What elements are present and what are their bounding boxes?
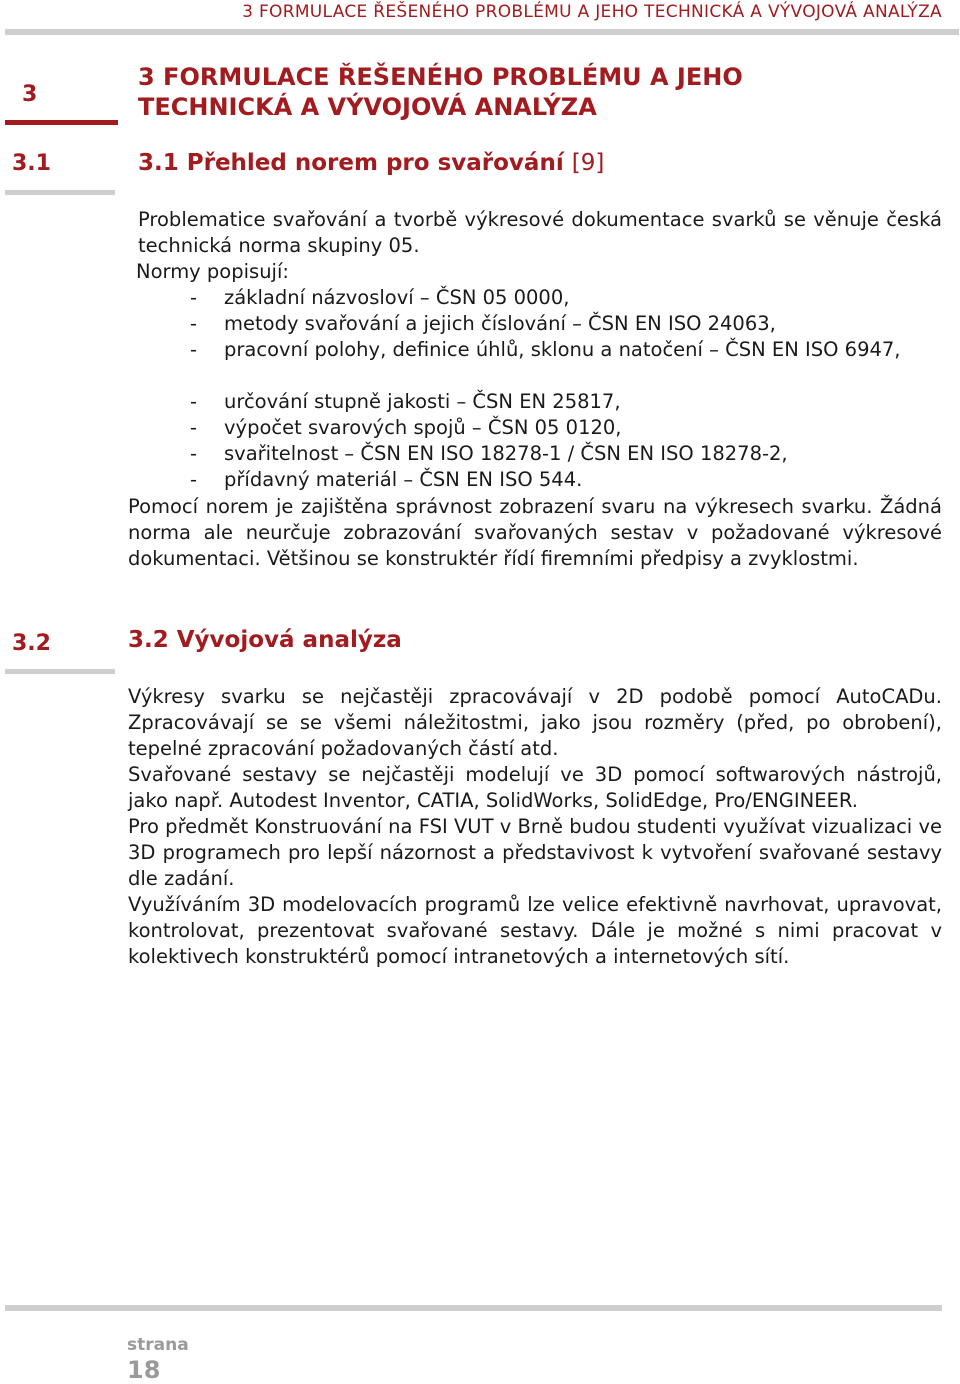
margin-section-bar-3-2 bbox=[5, 669, 115, 674]
list-dash: - bbox=[190, 338, 198, 361]
page-label: strana bbox=[127, 1335, 189, 1355]
section-3-1-intro: Problematice svařování a tvorbě výkresové dokumentace svarků se věnuje česká technická norma skupiny 05. bbox=[138, 208, 942, 257]
list-dash: - bbox=[190, 442, 198, 465]
list-item-text: svařitelnost – ČSN EN ISO 18278-1 / ČSN EN ISO 18278-2, bbox=[224, 442, 788, 465]
list-item-text: přídavný materiál – ČSN EN ISO 544. bbox=[224, 468, 583, 491]
section-title-3-2: 3.2 Vývojová analýza bbox=[128, 627, 402, 653]
section-title-3-1 bbox=[138, 150, 604, 176]
running-header: 3 FORMULACE ŘEŠENÉHO PROBLÉMU A JEHO TECHNICKÁ A VÝVOJOVÁ ANALÝZA bbox=[242, 2, 942, 22]
list-dash: - bbox=[190, 468, 198, 491]
list-item-text: výpočet svarových spojů – ČSN 05 0120, bbox=[224, 416, 622, 439]
chapter-title bbox=[138, 62, 938, 122]
paragraph: Výkresy svarku se nejčastěji zpracovávají v 2D podobě pomocí AutoCADu. Zpracovávají se se všemi náležitostmi, jako jsou rozměry (před, po obrobení), tepelné zpracování požadovaných částí atd. bbox=[128, 685, 942, 760]
margin-chapter-bar bbox=[5, 120, 118, 125]
paragraph: Pro předmět Konstruování na FSI VUT v Brně budou studenti využívat vizualizaci ve 3D programech pro lepší názornost a představivost k vytvoření svařované sestavy dle zadání. bbox=[128, 815, 942, 890]
section-3-1-closing: Pomocí norem je zajištěna správnost zobrazení svaru na výkresech svarku. Žádná norma ale neurčuje zobrazování svařovaných sestav v požadované výkresové dokumentaci. Většinou se konstruktér řídí firemními předpisy a zvyklostmi. bbox=[128, 495, 942, 570]
list-dash: - bbox=[190, 286, 198, 309]
header-rule bbox=[5, 29, 959, 35]
paragraph: Svařované sestavy se nejčastěji modelují ve 3D pomocí softwarových nástrojů, jako např. Autodest Inventor, CATIA, SolidWorks, SolidEdge, Pro/ENGINEER. bbox=[128, 763, 942, 812]
paragraph: Využíváním 3D modelovacích programů lze velice efektivně navrhovat, upravovat, kontrolovat, prezentovat svařované sestavy. Dále je možné s nimi pracovat v kolektivech konstruktérů pomocí intranetových a internetových sítí. bbox=[128, 893, 942, 968]
section-3-2-body bbox=[128, 684, 942, 970]
footer-rule bbox=[5, 1305, 942, 1311]
list-dash: - bbox=[190, 416, 198, 439]
list-dash: - bbox=[190, 312, 198, 335]
chapter-title-line-1: 3 FORMULACE ŘEŠENÉHO PROBLÉMU A JEHO bbox=[138, 63, 743, 91]
list-item-text: základní názvosloví – ČSN 05 0000, bbox=[224, 286, 570, 309]
citation-ref: [9] bbox=[571, 150, 605, 176]
list-dash: - bbox=[190, 390, 198, 413]
section-title-3-1-text: 3.1 Přehled norem pro svařování bbox=[138, 150, 564, 176]
chapter-title-line-2: TECHNICKÁ A VÝVOJOVÁ ANALÝZA bbox=[138, 93, 597, 121]
list-item-text: metody svařování a jejich číslování – ČSN EN ISO 24063, bbox=[224, 312, 776, 335]
list-item-text: pracovní polohy, definice úhlů, sklonu a natočení – ČSN EN ISO 6947, bbox=[224, 338, 901, 361]
margin-section-number-3-1: 3.1 bbox=[12, 151, 51, 176]
list-item-text: určování stupně jakosti – ČSN EN 25817, bbox=[224, 390, 621, 413]
margin-section-number-3-2: 3.2 bbox=[12, 631, 51, 656]
page-number: 18 bbox=[127, 1356, 161, 1384]
margin-chapter-number: 3 bbox=[22, 82, 38, 107]
list-lead: Normy popisují: bbox=[136, 260, 289, 283]
margin-section-bar-3-1 bbox=[5, 190, 115, 195]
